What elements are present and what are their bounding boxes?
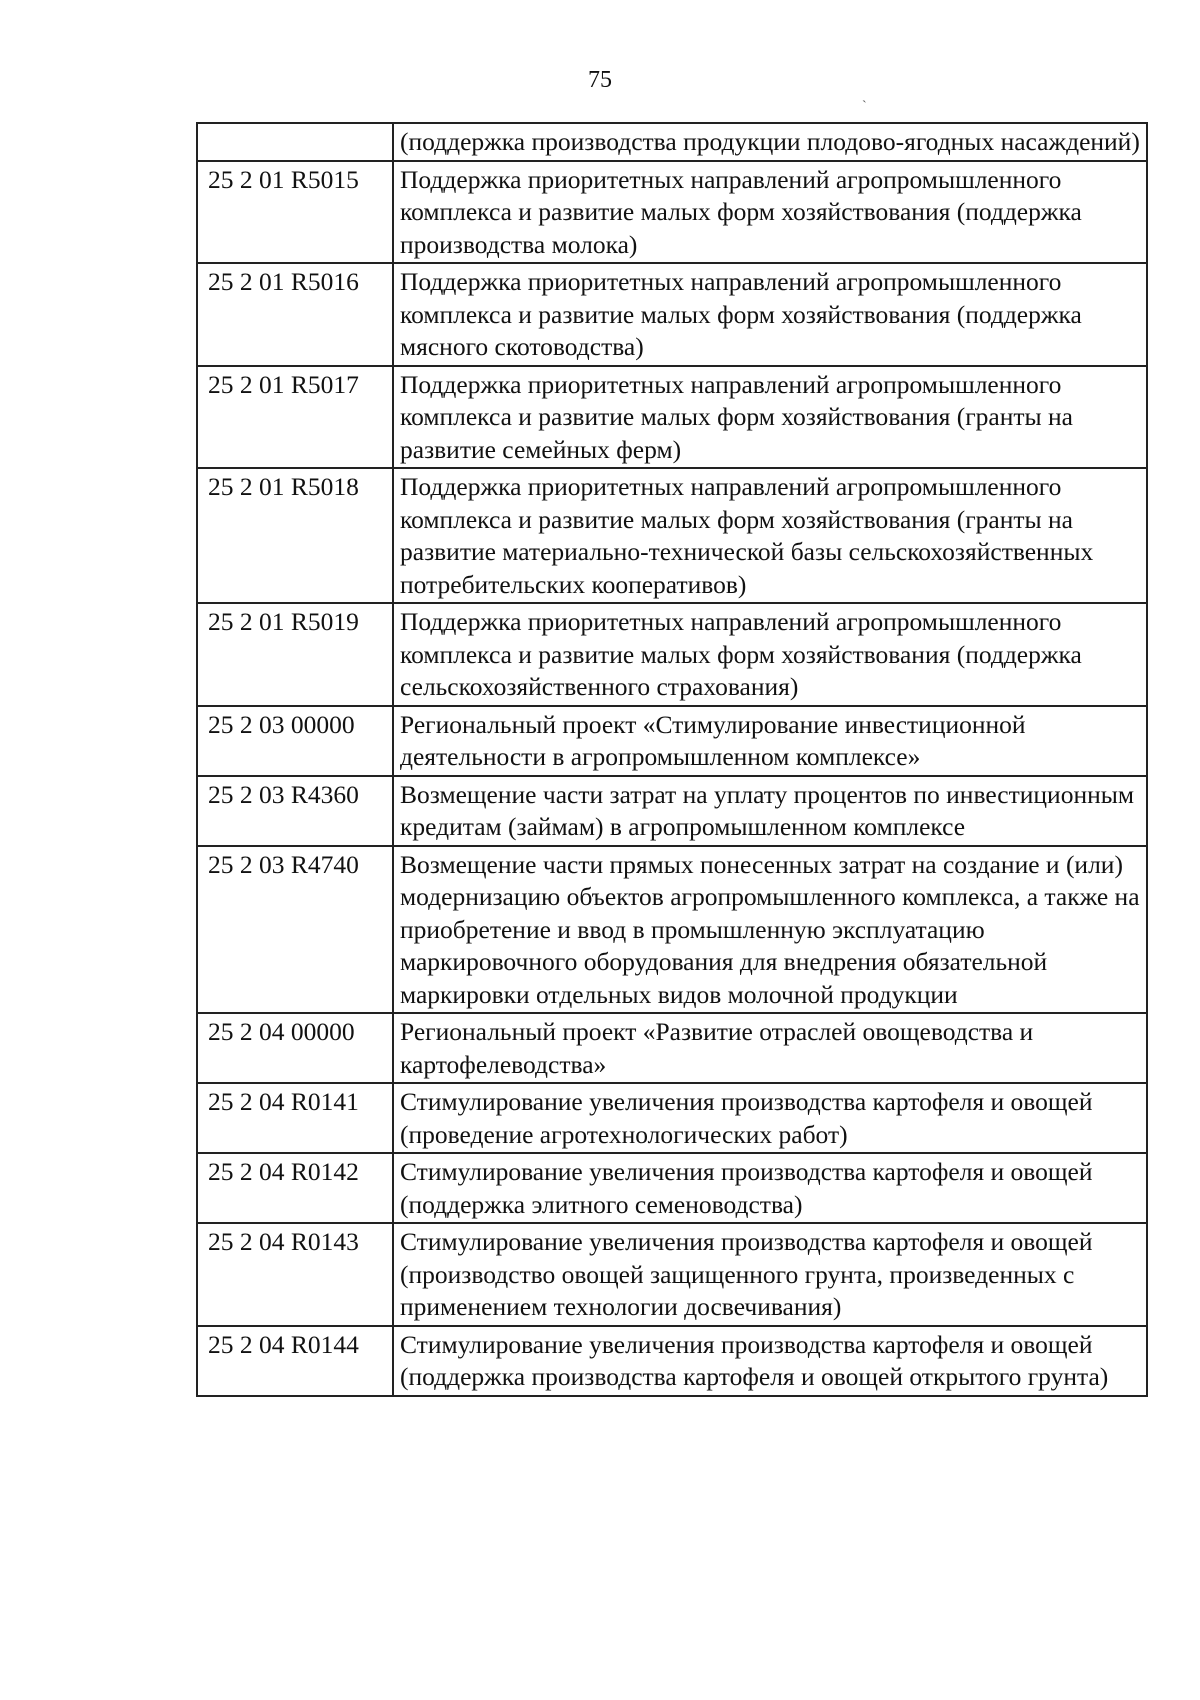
code-cell: 25 2 03 R4740: [197, 846, 393, 1014]
description-cell: Возмещение части затрат на уплату процентов по инвестиционным кредитам (займам) в агропромышленном комплексе: [393, 776, 1147, 846]
table-row: [197, 1153, 1147, 1223]
code-cell: 25 2 04 R0144: [197, 1326, 393, 1396]
description-cell: Стимулирование увеличения производства картофеля и овощей (проведение агротехнологических работ): [393, 1083, 1147, 1153]
code-cell: 25 2 01 R5016: [197, 263, 393, 366]
description-cell: Стимулирование увеличения производства картофеля и овощей (производство овощей защищенного грунта, произведенных с применением технологии досвечивания): [393, 1223, 1147, 1326]
description-cell: Поддержка приоритетных направлений агропромышленного комплекса и развитие малых форм хозяйствования (поддержка сельскохозяйственного страхования): [393, 603, 1147, 706]
description-cell: Поддержка приоритетных направлений агропромышленного комплекса и развитие малых форм хозяйствования (гранты на развитие материально-технической базы сельскохозяйственных потребительских кооперативов): [393, 468, 1147, 603]
page-number: 75: [588, 67, 612, 93]
table-row: [197, 263, 1147, 366]
code-cell: [197, 123, 393, 161]
code-cell: 25 2 01 R5015: [197, 161, 393, 264]
description-cell: (поддержка производства продукции плодово-ягодных насаждений): [393, 123, 1147, 161]
code-cell: 25 2 03 00000: [197, 706, 393, 776]
table-row: [197, 1013, 1147, 1083]
table-row: [197, 1083, 1147, 1153]
table-row: [197, 603, 1147, 706]
code-cell: 25 2 04 R0142: [197, 1153, 393, 1223]
description-cell: Региональный проект «Развитие отраслей овощеводства и картофелеводства»: [393, 1013, 1147, 1083]
description-cell: Поддержка приоритетных направлений агропромышленного комплекса и развитие малых форм хозяйствования (поддержка производства молока): [393, 161, 1147, 264]
scan-mark: `: [862, 99, 867, 114]
table-row: [197, 846, 1147, 1014]
code-cell: 25 2 01 R5019: [197, 603, 393, 706]
description-cell: Региональный проект «Стимулирование инвестиционной деятельности в агропромышленном комплексе»: [393, 706, 1147, 776]
table-row: [197, 161, 1147, 264]
budget-code-table: [196, 122, 1148, 1397]
table-row: [197, 468, 1147, 603]
code-cell: 25 2 04 R0141: [197, 1083, 393, 1153]
description-cell: Стимулирование увеличения производства картофеля и овощей (поддержка элитного семеноводства): [393, 1153, 1147, 1223]
description-cell: Поддержка приоритетных направлений агропромышленного комплекса и развитие малых форм хозяйствования (гранты на развитие семейных ферм): [393, 366, 1147, 469]
table-body: [197, 123, 1147, 1396]
description-cell: Возмещение части прямых понесенных затрат на создание и (или) модернизацию объектов агропромышленного комплекса, а также на приобретение и ввод в промышленную эксплуатацию маркировочного оборудования для внедрения обязательной маркировки отдельных видов молочной продукции: [393, 846, 1147, 1014]
table-row: [197, 1326, 1147, 1396]
code-cell: 25 2 01 R5018: [197, 468, 393, 603]
table-row: [197, 1223, 1147, 1326]
table-row: [197, 123, 1147, 161]
table-row: [197, 366, 1147, 469]
table-row: [197, 776, 1147, 846]
code-cell: 25 2 04 R0143: [197, 1223, 393, 1326]
code-cell: 25 2 01 R5017: [197, 366, 393, 469]
code-cell: 25 2 04 00000: [197, 1013, 393, 1083]
table-row: [197, 706, 1147, 776]
description-cell: Стимулирование увеличения производства картофеля и овощей (поддержка производства картофеля и овощей открытого грунта): [393, 1326, 1147, 1396]
description-cell: Поддержка приоритетных направлений агропромышленного комплекса и развитие малых форм хозяйствования (поддержка мясного скотоводства): [393, 263, 1147, 366]
code-cell: 25 2 03 R4360: [197, 776, 393, 846]
